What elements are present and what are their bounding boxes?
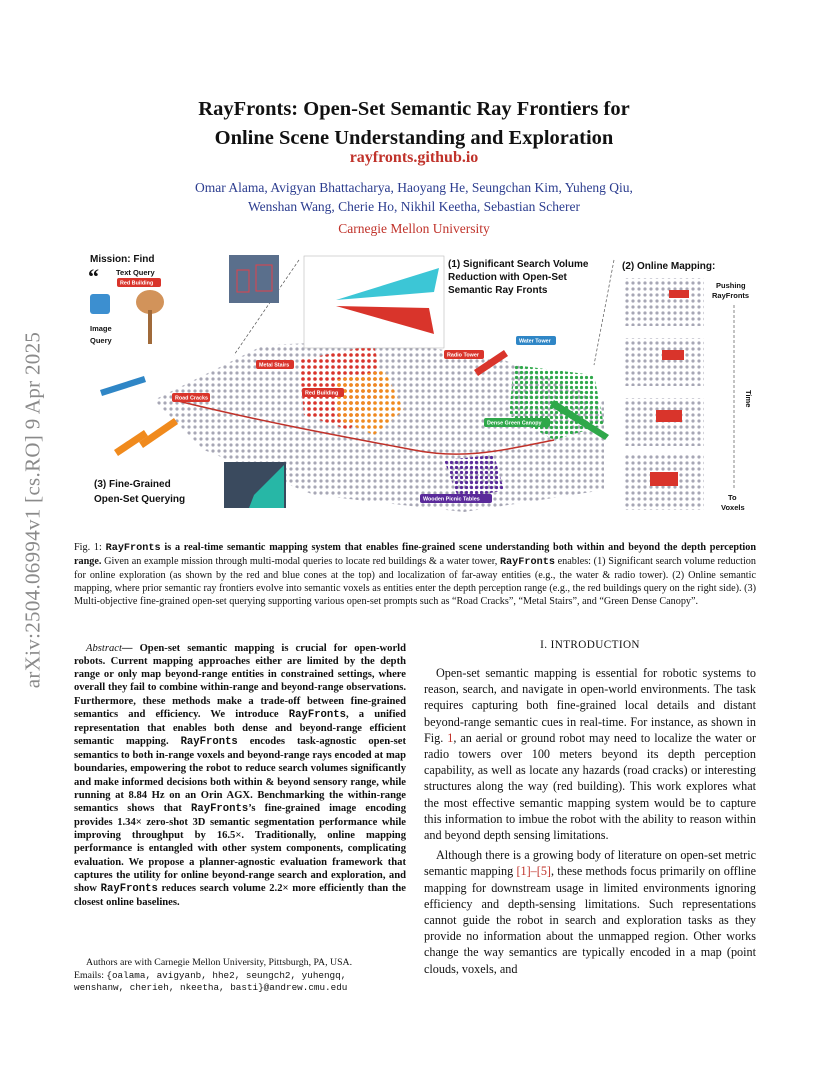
caption-bold-text: is a real-time semantic mapping system that enables fine-grained scene understanding both within and beyond the depth perception range. xyxy=(74,542,757,567)
tag-road-cracks xyxy=(172,393,210,402)
tag-dense-green-canopy xyxy=(484,418,550,427)
image-query-label-1: Image xyxy=(90,324,112,333)
intro-paragraph-2: Although there is a growing body of literature on open-set metric semantic mapping [1]–[5], these methods focus primarily on offline mapping for downstream usage in limited environments ignoring efficiency and depth-sensing limitations. Such representations cannot guide the robot in search and exploration tasks as they provide no information about the unmapped region. Other works change the way semantics are typically encoded in a map (point clouds, voxels, and xyxy=(424,848,757,976)
title-line-2: Online Scene Understanding and Exploration xyxy=(214,127,614,149)
arxiv-identifier xyxy=(10,160,56,860)
svg-text:Metal Stairs: Metal Stairs xyxy=(259,362,290,369)
title-line-1: RayFronts: Open-Set Semantic Ray Frontiers for xyxy=(198,98,630,120)
caption-text-b: enables: (1) Significant search volume reduction for online exploration (as shown by the red and blue cones at the top) and localization of far-away entities (e.g., the water & radio tower). (2) Online semantic mapping, where prior semantic ray frontiers evolve into semantic voxels as entities enter the depth perception range (e.g., the red buildings query on the right side). (3) Multi-objective fine-grained open-set querying supporting various open-set prompts such as “Road Cracks”, “Metal Stairs”, and “Green Dense Canopy”. xyxy=(74,556,756,607)
footnote-affiliation: Authors are with Carnegie Mellon University, Pittsburgh, PA, USA. xyxy=(86,957,353,968)
authors-line-1: Omar Alama, Avigyan Bhattacharya, Haoyang He, Seungchan Kim, Yuheng Qiu, xyxy=(195,180,633,195)
svg-text:Red Building: Red Building xyxy=(305,390,339,397)
teaser-figure xyxy=(84,250,754,525)
figure-reference-link[interactable]: 1 xyxy=(447,730,454,745)
svg-text:Water Tower: Water Tower xyxy=(519,338,551,345)
left-column xyxy=(74,642,406,909)
blue-arrow-left xyxy=(100,376,146,396)
author-footnote xyxy=(74,957,406,995)
svg-text:Dense Green Canopy: Dense Green Canopy xyxy=(487,420,542,427)
label-online-mapping: (2) Online Mapping: xyxy=(622,261,716,272)
figure-caption xyxy=(74,541,756,608)
svg-text:Radio Tower: Radio Tower xyxy=(447,352,479,359)
abstract-p5: reduces search volume 2.2× more efficiently than the closest online baselines. xyxy=(74,882,406,908)
citation-link[interactable]: [1]–[5] xyxy=(516,864,551,879)
section-heading-introduction: I. INTRODUCTION xyxy=(540,639,640,651)
caption-text-a: Given an example mission through multi-modal queries to locate red buildings & a water tower, xyxy=(101,556,500,567)
intro-paragraph-1: Open-set semantic mapping is essential for robotic systems to reason, search, and navigate in open-world environments. The task requires capturing both fine-grained local details and distant beyond-range semantic cues in real-time. For instance, as shown in Fig. 1, an aerial or ground robot may need to localize the water or radio towers over 100 meters beyond its depth perception capability, as well as locate any hazards (road cracks) or interesting structures along the way (red building). This work explores what the most effective semantic mapping system would be to capture this information to imbue the robot with the ability to reason within and beyond depth sensing limitations. xyxy=(424,666,757,843)
time-axis-label: Time xyxy=(744,390,753,408)
abstract-label: Abstract xyxy=(86,643,122,654)
label-fine-grained-1: (3) Fine-Grained xyxy=(94,479,171,490)
abstract-name-a: RayFronts xyxy=(288,708,346,721)
caption-label: Fig. 1: xyxy=(74,542,106,553)
online-mapping-snapshots xyxy=(624,278,704,510)
project-url-link[interactable]: rayfronts.github.io xyxy=(349,149,479,166)
label-fine-grained-2: Open-Set Querying xyxy=(94,494,186,505)
red-building-query-tag: Red Building xyxy=(120,280,154,287)
abstract-name-b: RayFronts xyxy=(180,736,238,749)
abstract-name-c: RayFronts xyxy=(191,802,249,815)
paper-title xyxy=(100,95,728,153)
abstract-p1: Open-set semantic mapping is crucial for open-world robots. Current mapping approaches either are limited by the depth range or only map beyond-range entities in constrained settings, where overall they fail to combine within-range and beyond-range observations. Furthermore, these methods make a trade-off between fine-grained semantics and efficiency. We introduce xyxy=(74,643,406,720)
image-query-icon xyxy=(90,294,110,314)
caption-system-name: RayFronts xyxy=(105,543,161,554)
author-list xyxy=(120,178,708,216)
to-voxels-label-2: Voxels xyxy=(721,503,745,512)
arxiv-identifier-text: arXiv:2504.06994v1 [cs.RO] 9 Apr 2025 xyxy=(20,331,45,689)
abstract-p2: , a unified representation that enables both dense and beyond-range efficient semantic mapping. xyxy=(74,708,406,748)
abstract xyxy=(74,642,406,909)
svg-text:Wooden Picnic Tables: Wooden Picnic Tables xyxy=(423,496,480,503)
abstract-p3: encodes task-agnostic open-set semantics to both in-range voxels and beyond-range rays encoded at map boundaries, empowering the robot to reduce search volumes significantly and make informed decisions both within & beyond sensory range, while running at 8.84 Hz on an Orin AGX. Benchmarking the within-range semantics shows that xyxy=(74,736,406,814)
tag-metal-stairs xyxy=(256,360,294,369)
abstract-dash: — xyxy=(121,643,133,654)
affiliation: Carnegie Mellon University xyxy=(338,221,490,236)
caption-system-name-2: RayFronts xyxy=(499,557,555,568)
footnote-emails-label: Emails: xyxy=(74,969,107,981)
label-search-volume-3: Semantic Ray Fronts xyxy=(448,285,548,296)
authors-line-2: Wenshan Wang, Cherie Ho, Nikhil Keetha, Sebastian Scherer xyxy=(248,199,580,214)
tag-red-building xyxy=(302,388,344,397)
tag-wooden-picnic-tables xyxy=(420,494,492,503)
right-column xyxy=(424,639,756,981)
pushing-label-1: Pushing xyxy=(716,281,746,290)
svg-text:Road Cracks: Road Cracks xyxy=(175,395,208,402)
abstract-name-d: RayFronts xyxy=(100,882,158,895)
svg-text:“: “ xyxy=(88,264,99,289)
tag-radio-tower xyxy=(444,350,484,359)
teaser-figure-graphic xyxy=(84,250,754,525)
text-query-label: Text Query xyxy=(116,268,155,277)
tag-water-tower xyxy=(516,336,556,345)
label-search-volume-2: Reduction with Open-Set xyxy=(448,272,567,283)
image-query-label-2: Query xyxy=(90,336,112,345)
label-search-volume-1: (1) Significant Search Volume xyxy=(448,259,589,270)
ray-cone-inset xyxy=(304,256,444,348)
abstract-p4: ’s fine-grained image encoding provides 1.34× zero-shot 3D semantic segmentation performance while improving throughput by 16.5×. Traditionally, online mapping performance is entangled with other system components, complicating evaluation. We propose a planner-agnostic evaluation framework that captures the utility for online beyond-range search and exploration, and show xyxy=(74,802,406,894)
mission-find-label: Mission: Find xyxy=(90,254,155,265)
pushing-label-2: RayFronts xyxy=(712,291,750,300)
footnote-emails-line-2: wenshanw, cherieh, nkeetha, basti}@andrew.cmu.edu xyxy=(74,982,348,993)
to-voxels-label-1: To xyxy=(728,493,737,502)
footnote-emails-line-1: {oalama, avigyanb, hhe2, seungch2, yuhengq, xyxy=(106,969,347,981)
